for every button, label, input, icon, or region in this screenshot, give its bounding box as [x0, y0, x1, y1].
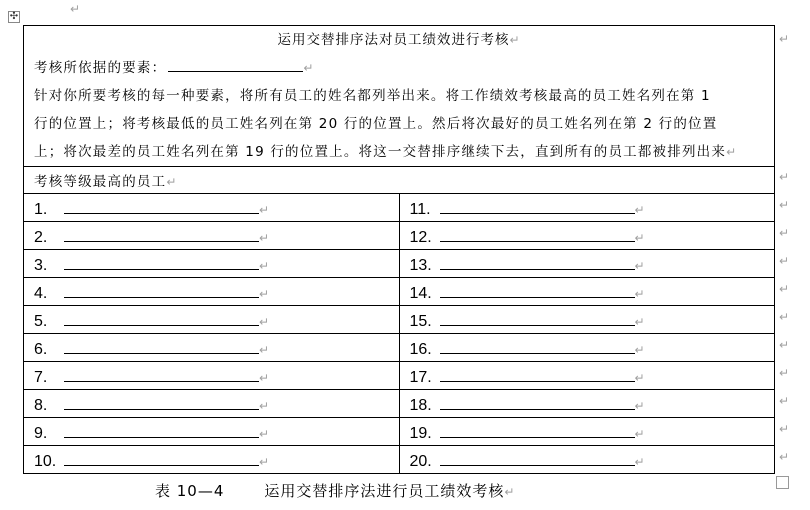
table-row	[24, 194, 775, 222]
paragraph-mark-icon: ↵	[166, 175, 178, 189]
name-line[interactable]	[64, 253, 259, 270]
row-end-mark-icon: ↵	[779, 254, 790, 268]
rank-cell[interactable]	[24, 418, 400, 446]
paragraph-mark-icon: ↵	[259, 230, 270, 245]
name-line[interactable]	[64, 281, 259, 298]
section-label-cell[interactable]	[24, 167, 775, 194]
paragraph-mark-icon: ↵	[509, 33, 521, 47]
row-end-mark-icon: ↵	[779, 32, 790, 46]
instruction-line: 上；将次最差的员工姓名列在第 19 行的位置上。将这一交替排序继续下去，直到所有的员工都被排列出来	[34, 144, 727, 160]
paragraph-mark-icon: ↵	[259, 454, 270, 469]
table-row	[24, 390, 775, 418]
row-end-mark-icon: ↵	[779, 282, 790, 296]
rank-cell[interactable]	[399, 278, 775, 306]
criteria-input[interactable]	[168, 57, 303, 72]
name-line[interactable]	[64, 309, 259, 326]
row-end-mark-icon: ↵	[779, 422, 790, 436]
paragraph-mark-icon: ↵	[634, 370, 645, 385]
rank-number: 14.	[409, 284, 432, 302]
row-end-mark-icon: ↵	[779, 310, 790, 324]
name-line[interactable]	[440, 449, 635, 466]
name-line[interactable]	[64, 197, 259, 214]
rank-number: 18.	[409, 396, 432, 414]
row-end-mark-icon: ↵	[779, 338, 790, 352]
rank-number: 10.	[34, 452, 57, 470]
instruction-line: 行的位置上；将考核最低的员工姓名列在第 20 行的位置上。然后将次最好的员工姓名列在第 2 行的位置	[34, 116, 718, 132]
rank-cell[interactable]	[399, 250, 775, 278]
rank-cell[interactable]	[399, 418, 775, 446]
name-line[interactable]	[440, 197, 635, 214]
table-header-cell[interactable]	[24, 26, 775, 167]
ranking-table	[23, 25, 775, 474]
rank-number: 15.	[409, 312, 432, 330]
paragraph-mark-icon: ↵	[634, 314, 645, 329]
paragraph-mark-icon: ↵	[726, 145, 738, 159]
row-end-mark-icon: ↵	[779, 450, 790, 464]
paragraph-mark-icon: ↵	[303, 61, 315, 75]
name-line[interactable]	[64, 449, 259, 466]
row-end-mark-icon: ↵	[779, 394, 790, 408]
name-line[interactable]	[440, 365, 635, 382]
name-line[interactable]	[64, 225, 259, 242]
rank-number: 3.	[34, 256, 48, 274]
table-row	[24, 418, 775, 446]
rank-number: 19.	[409, 424, 432, 442]
paragraph-mark-icon: ↵	[634, 342, 645, 357]
table-row	[24, 362, 775, 390]
name-line[interactable]	[440, 253, 635, 270]
name-line[interactable]	[440, 309, 635, 326]
rank-number: 5.	[34, 312, 48, 330]
name-line[interactable]	[64, 421, 259, 438]
caption-number: 表 10—4	[155, 482, 225, 500]
rank-number: 12.	[409, 228, 432, 246]
paragraph-mark-icon: ↵	[259, 426, 270, 441]
rank-cell[interactable]	[24, 334, 400, 362]
paragraph-mark-icon: ↵	[634, 258, 645, 273]
paragraph-mark-icon: ↵	[634, 286, 645, 301]
rank-cell[interactable]	[399, 306, 775, 334]
rank-number: 2.	[34, 228, 48, 246]
table-row	[24, 250, 775, 278]
rank-cell[interactable]	[399, 390, 775, 418]
rank-cell[interactable]	[399, 446, 775, 474]
paragraph-mark-icon: ↵	[259, 258, 270, 273]
paragraph-mark-icon: ↵	[259, 370, 270, 385]
name-line[interactable]	[440, 337, 635, 354]
paragraph-mark-icon: ↵	[634, 454, 645, 469]
table-title: 运用交替排序法对员工绩效进行考核	[277, 32, 510, 48]
paragraph-mark-icon: ↵	[504, 485, 516, 499]
rank-number: 8.	[34, 396, 48, 414]
rank-cell[interactable]	[399, 362, 775, 390]
paragraph-mark-icon: ↵	[634, 398, 645, 413]
name-line[interactable]	[64, 393, 259, 410]
paragraph-mark-icon: ↵	[70, 2, 81, 16]
paragraph-mark-icon: ↵	[259, 314, 270, 329]
table-row	[24, 278, 775, 306]
rank-cell[interactable]	[24, 194, 400, 222]
table-caption	[155, 480, 515, 501]
name-line[interactable]	[440, 421, 635, 438]
name-line[interactable]	[64, 365, 259, 382]
table-row	[24, 222, 775, 250]
rank-cell[interactable]	[24, 446, 400, 474]
caption-text: 运用交替排序法进行员工绩效考核	[264, 482, 505, 500]
paragraph-mark-icon: ↵	[259, 202, 270, 217]
rank-number: 7.	[34, 368, 48, 386]
rank-cell[interactable]	[399, 194, 775, 222]
rank-cell[interactable]	[24, 250, 400, 278]
rank-cell[interactable]	[399, 334, 775, 362]
rank-number: 17.	[409, 368, 432, 386]
name-line[interactable]	[64, 337, 259, 354]
row-end-mark-icon: ↵	[779, 198, 790, 212]
rank-number: 4.	[34, 284, 48, 302]
row-end-mark-icon: ↵	[779, 366, 790, 380]
rank-cell[interactable]	[24, 390, 400, 418]
table-resize-handle-icon[interactable]	[776, 476, 789, 489]
section-label: 考核等级最高的员工	[34, 174, 167, 190]
rank-cell[interactable]	[24, 306, 400, 334]
paragraph-mark-icon: ↵	[634, 202, 645, 217]
paragraph-mark-icon: ↵	[259, 286, 270, 301]
table-row	[24, 334, 775, 362]
rank-cell[interactable]	[399, 222, 775, 250]
paragraph-mark-icon: ↵	[259, 342, 270, 357]
instruction-line: 针对你所要考核的每一种要素，将所有员工的姓名都列举出来。将工作绩效考核最高的员工姓名列在第 1	[34, 88, 711, 104]
rank-number: 1.	[34, 200, 48, 218]
rank-cell[interactable]	[24, 362, 400, 390]
table-row	[24, 306, 775, 334]
criteria-label: 考核所依据的要素：	[34, 60, 167, 76]
row-end-mark-icon: ↵	[779, 170, 790, 184]
paragraph-mark-icon: ↵	[259, 398, 270, 413]
paragraph-mark-icon: ↵	[634, 230, 645, 245]
name-line[interactable]	[440, 393, 635, 410]
name-line[interactable]	[440, 225, 635, 242]
rank-number: 13.	[409, 256, 432, 274]
rank-number: 16.	[409, 340, 432, 358]
row-end-mark-icon: ↵	[779, 226, 790, 240]
rank-number: 11.	[409, 200, 431, 218]
rank-number: 20.	[409, 452, 432, 470]
rank-number: 6.	[34, 340, 48, 358]
rank-cell[interactable]	[24, 278, 400, 306]
rank-cell[interactable]	[24, 222, 400, 250]
table-move-handle-icon[interactable]: ✣	[9, 11, 19, 22]
rank-number: 9.	[34, 424, 48, 442]
paragraph-mark-icon: ↵	[634, 426, 645, 441]
table-row	[24, 446, 775, 474]
name-line[interactable]	[440, 281, 635, 298]
